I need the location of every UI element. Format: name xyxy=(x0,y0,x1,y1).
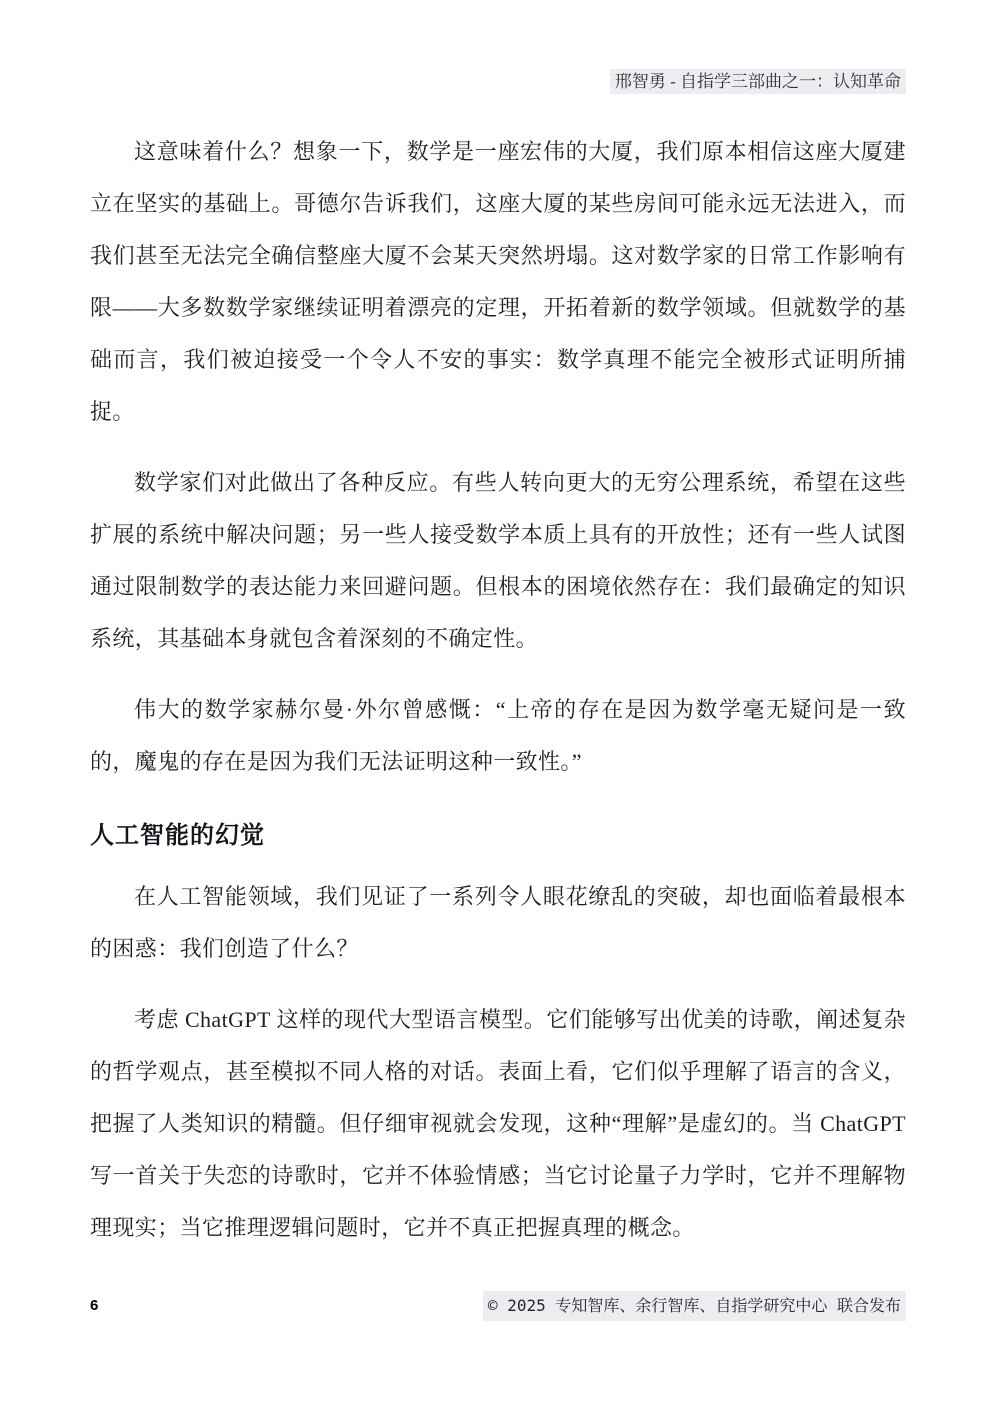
paragraph-weyl-quote: 伟大的数学家赫尔曼·外尔曾感慨：“上帝的存在是因为数学毫无疑问是一致的，魔鬼的存在是因为我们无法证明这种一致性。” xyxy=(90,697,906,774)
page-number: 6 xyxy=(90,1297,99,1314)
paragraph-ai-breakthroughs: 在人工智能领域，我们见证了一系列令人眼花缭乱的突破，却也面临着最根本的困惑：我们创造了什么？ xyxy=(90,884,906,961)
paragraph-chatgpt-understanding: 考虑 ChatGPT 这样的现代大型语言模型。它们能够写出优美的诗歌，阐述复杂的哲学观点，甚至模拟不同人格的对话。表面上看，它们似乎理解了语言的含义，把握了人类知识的精髓。但仔细审视就会发现，这种“理解”是虚幻的。当 ChatGPT 写一首关于失恋的诗歌时，它并不体验情感；当它讨论量子力学时，它并不理解物理现实；当它推理逻辑问题时，它并不真正把握真理的概念。 xyxy=(90,1007,906,1240)
page-header xyxy=(90,70,906,94)
paragraph-mathematicians-reactions: 数学家们对此做出了各种反应。有些人转向更大的无穷公理系统，希望在这些扩展的系统中解决问题；另一些人接受数学本质上具有的开放性；还有一些人试图通过限制数学的表达能力来回避问题。但根本的困境依然存在：我们最确定的知识系统，其基础本身就包含着深刻的不确定性。 xyxy=(90,470,906,651)
section-heading-ai-illusion: 人工智能的幻觉 xyxy=(90,822,265,849)
page-content xyxy=(90,126,906,1273)
header-running-title: 邢智勇 - 自指学三部曲之一：认知革命 xyxy=(610,69,906,94)
copyright-notice: © 2025 专知智库、余行智库、自指学研究中心 联合发布 xyxy=(483,1291,906,1321)
page-footer xyxy=(90,1291,906,1321)
paragraph-godel-implication: 这意味着什么？想象一下，数学是一座宏伟的大厦，我们原本相信这座大厦建立在坚实的基础上。哥德尔告诉我们，这座大厦的某些房间可能永远无法进入，而我们甚至无法完全确信整座大厦不会某天突然坍塌。这对数学家的日常工作影响有限——大多数数学家继续证明着漂亮的定理，开拓着新的数学领域。但就数学的基础而言，我们被迫接受一个令人不安的事实：数学真理不能完全被形式证明所捕捉。 xyxy=(90,139,906,424)
